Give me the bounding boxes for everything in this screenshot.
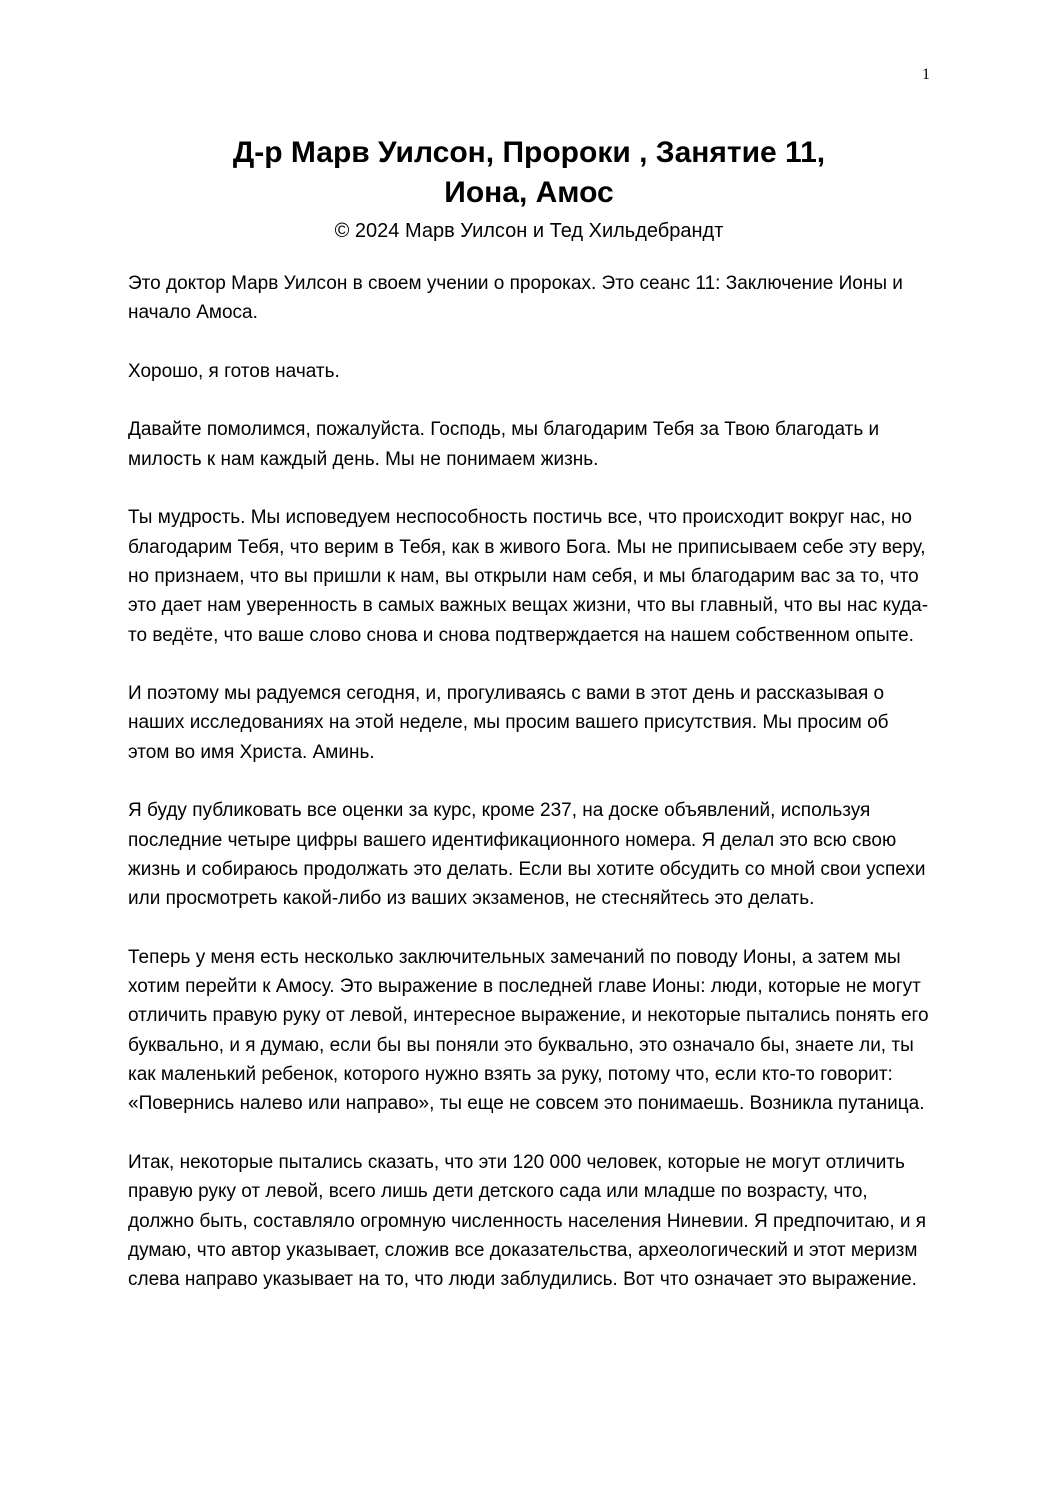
paragraph: Теперь у меня есть несколько заключительных замечаний по поводу Ионы, а затем мы хотим перейти к Амосу. Это выражение в последней главе Ионы: люди, которые не могут отличить правую руку от левой, интересное выражение, и некоторые пытались понять его буквально, и я думаю, если бы вы поняли это буквально, это означало бы, знаете ли, ты как маленький ребенок, которого нужно взять за руку, потому что, если кто-то говорит: «Повернись налево или направо», ты еще не совсем это понимаешь. Возникла путаница. bbox=[128, 946, 929, 1115]
paragraph: Это доктор Марв Уилсон в своем учении о пророках. Это сеанс 11: Заключение Ионы и начало Амоса. bbox=[128, 273, 903, 324]
paragraph: Давайте помолимся, пожалуйста. Господь, мы благодарим Тебя за Твою благодать и милость к нам каждый день. Мы не понимаем жизнь. bbox=[128, 419, 880, 470]
title-line-1: Д-р Марв Уилсон, Пророки , Занятие 11, bbox=[232, 136, 826, 169]
page-number: 1 bbox=[922, 66, 930, 83]
paragraph: Итак, некоторые пытались сказать, что эти 120 000 человек, которые не могут отличить правую руку от левой, всего лишь дети детского сада или младше по возрасту, что, должно быть, составляло огромную численность населения Ниневии. Я предпочитаю, и я думаю, что автор указывает, сложив все доказательства, археологический и этот меризм слева направо указывает на то, что люди заблудились. Вот что означает это выражение. bbox=[128, 1151, 927, 1291]
document-body bbox=[128, 269, 934, 1324]
copyright-line: © 2024 Марв Уилсон и Тед Хильдебрандт bbox=[334, 220, 724, 242]
title-line-2: Иона, Амос bbox=[444, 176, 614, 209]
paragraph: Ты мудрость. Мы исповедуем неспособность постичь все, что происходит вокруг нас, но благодарим Тебя, что верим в Тебя, как в живого Бога. Мы не приписываем себе эту веру, но признаем, что вы пришли к нам, вы открыли нам себя, и мы благодарим вас за то, что это дает нам уверенность в самых важных вещах жизни, что вы главный, что вы нас куда-то ведёте, что ваше слово снова и снова подтверждается на нашем собственном опыте. bbox=[128, 507, 929, 646]
document-title bbox=[128, 133, 930, 213]
paragraph: Я буду публиковать все оценки за курс, кроме 237, на доске объявлений, используя последние четыре цифры вашего идентификационного номера. Я делал это всю свою жизнь и собираюсь продолжать это делать. Если вы хотите обсудить со мной свои успехи или просмотреть какой-либо из ваших экзаменов, не стесняйтесь это делать. bbox=[128, 800, 926, 910]
paragraph: Хорошо, я готов начать. bbox=[128, 360, 340, 382]
paragraph: И поэтому мы радуемся сегодня, и, прогуливаясь с вами в этот день и рассказывая о наших исследованиях на этой неделе, мы просим вашего присутствия. Мы просим об этом во имя Христа. Аминь. bbox=[128, 683, 889, 763]
